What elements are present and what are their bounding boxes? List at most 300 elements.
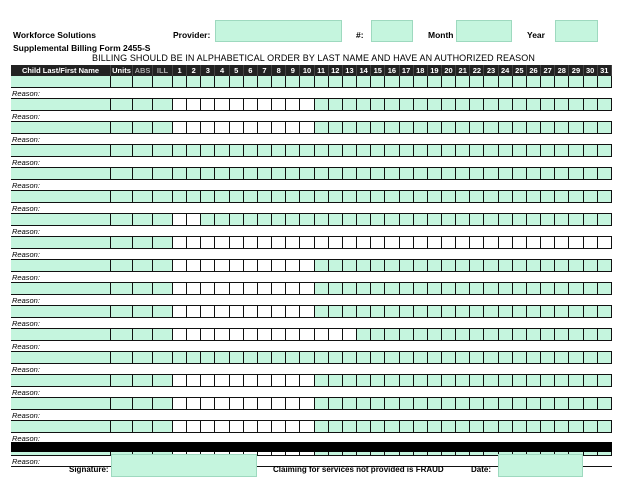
day-cell-28[interactable] bbox=[555, 283, 569, 294]
day-cell-18[interactable] bbox=[414, 421, 428, 432]
day-cell-21[interactable] bbox=[456, 191, 470, 202]
day-cell-3[interactable] bbox=[201, 375, 215, 386]
reason-row[interactable]: Reason: bbox=[11, 456, 612, 468]
day-cell-25[interactable] bbox=[513, 214, 527, 225]
day-cell-22[interactable] bbox=[470, 214, 484, 225]
reason-row[interactable]: Reason: bbox=[11, 203, 612, 215]
day-cell-7[interactable] bbox=[258, 99, 272, 110]
day-cell-26[interactable] bbox=[527, 398, 541, 409]
day-cell-27[interactable] bbox=[541, 283, 555, 294]
day-cell-4[interactable] bbox=[215, 329, 229, 340]
day-cell-20[interactable] bbox=[442, 191, 456, 202]
day-cell-2[interactable] bbox=[187, 398, 201, 409]
day-cell-29[interactable] bbox=[569, 76, 583, 87]
day-cell-2[interactable] bbox=[187, 168, 201, 179]
day-cell-21[interactable] bbox=[456, 283, 470, 294]
day-cell-26[interactable] bbox=[527, 306, 541, 317]
day-cell-23[interactable] bbox=[484, 329, 498, 340]
day-cell-7[interactable] bbox=[258, 306, 272, 317]
day-cell-25[interactable] bbox=[513, 237, 527, 248]
reason-row[interactable]: Reason: bbox=[11, 88, 612, 100]
day-cell-1[interactable] bbox=[173, 352, 187, 363]
day-cell-19[interactable] bbox=[428, 352, 442, 363]
day-cell-13[interactable] bbox=[343, 329, 357, 340]
day-cell-29[interactable] bbox=[569, 168, 583, 179]
day-cell-30[interactable] bbox=[584, 122, 598, 133]
day-cell-26[interactable] bbox=[527, 168, 541, 179]
day-cell-11[interactable] bbox=[315, 260, 329, 271]
day-cell-7[interactable] bbox=[258, 421, 272, 432]
day-cell-4[interactable] bbox=[215, 122, 229, 133]
day-cell-17[interactable] bbox=[400, 99, 414, 110]
reason-row[interactable]: Reason: bbox=[11, 111, 612, 123]
day-cell-29[interactable] bbox=[569, 352, 583, 363]
day-cell-31[interactable] bbox=[598, 421, 612, 432]
day-cell-15[interactable] bbox=[371, 398, 385, 409]
day-cell-25[interactable] bbox=[513, 398, 527, 409]
day-cell-29[interactable] bbox=[569, 283, 583, 294]
day-cell-2[interactable] bbox=[187, 352, 201, 363]
day-cell-26[interactable] bbox=[527, 191, 541, 202]
day-cell-7[interactable] bbox=[258, 214, 272, 225]
day-cell-14[interactable] bbox=[357, 214, 371, 225]
ill-cell[interactable] bbox=[153, 191, 173, 202]
units-cell[interactable] bbox=[111, 237, 133, 248]
day-cell-20[interactable] bbox=[442, 214, 456, 225]
day-cell-3[interactable] bbox=[201, 421, 215, 432]
day-cell-7[interactable] bbox=[258, 122, 272, 133]
day-cell-4[interactable] bbox=[215, 352, 229, 363]
day-cell-10[interactable] bbox=[300, 122, 314, 133]
day-cell-19[interactable] bbox=[428, 329, 442, 340]
day-cell-11[interactable] bbox=[315, 168, 329, 179]
day-cell-29[interactable] bbox=[569, 122, 583, 133]
day-cell-3[interactable] bbox=[201, 398, 215, 409]
day-cell-24[interactable] bbox=[499, 214, 513, 225]
day-cell-28[interactable] bbox=[555, 398, 569, 409]
month-input[interactable] bbox=[456, 20, 512, 42]
day-cell-13[interactable] bbox=[343, 191, 357, 202]
day-cell-24[interactable] bbox=[499, 145, 513, 156]
day-cell-28[interactable] bbox=[555, 237, 569, 248]
units-cell[interactable] bbox=[111, 398, 133, 409]
child-name-cell[interactable] bbox=[11, 398, 111, 409]
abs-cell[interactable] bbox=[133, 329, 153, 340]
day-cell-19[interactable] bbox=[428, 122, 442, 133]
day-cell-5[interactable] bbox=[230, 352, 244, 363]
abs-cell[interactable] bbox=[133, 191, 153, 202]
day-cell-6[interactable] bbox=[244, 398, 258, 409]
day-cell-10[interactable] bbox=[300, 214, 314, 225]
day-cell-26[interactable] bbox=[527, 76, 541, 87]
day-cell-10[interactable] bbox=[300, 191, 314, 202]
day-cell-13[interactable] bbox=[343, 398, 357, 409]
day-cell-20[interactable] bbox=[442, 145, 456, 156]
day-cell-21[interactable] bbox=[456, 260, 470, 271]
day-cell-23[interactable] bbox=[484, 99, 498, 110]
day-cell-19[interactable] bbox=[428, 260, 442, 271]
day-cell-27[interactable] bbox=[541, 99, 555, 110]
day-cell-5[interactable] bbox=[230, 99, 244, 110]
day-cell-4[interactable] bbox=[215, 237, 229, 248]
reason-row[interactable]: Reason: bbox=[11, 433, 612, 445]
day-cell-24[interactable] bbox=[499, 398, 513, 409]
day-cell-7[interactable] bbox=[258, 237, 272, 248]
day-cell-18[interactable] bbox=[414, 260, 428, 271]
day-cell-3[interactable] bbox=[201, 329, 215, 340]
day-cell-2[interactable] bbox=[187, 122, 201, 133]
day-cell-14[interactable] bbox=[357, 168, 371, 179]
day-cell-27[interactable] bbox=[541, 76, 555, 87]
day-cell-5[interactable] bbox=[230, 237, 244, 248]
day-cell-13[interactable] bbox=[343, 260, 357, 271]
day-cell-1[interactable] bbox=[173, 306, 187, 317]
day-cell-20[interactable] bbox=[442, 375, 456, 386]
units-cell[interactable] bbox=[111, 99, 133, 110]
day-cell-16[interactable] bbox=[385, 99, 399, 110]
day-cell-10[interactable] bbox=[300, 398, 314, 409]
day-cell-15[interactable] bbox=[371, 306, 385, 317]
day-cell-21[interactable] bbox=[456, 76, 470, 87]
day-cell-26[interactable] bbox=[527, 237, 541, 248]
day-cell-1[interactable] bbox=[173, 375, 187, 386]
day-cell-7[interactable] bbox=[258, 76, 272, 87]
day-cell-25[interactable] bbox=[513, 122, 527, 133]
day-cell-12[interactable] bbox=[329, 329, 343, 340]
day-cell-10[interactable] bbox=[300, 76, 314, 87]
day-cell-18[interactable] bbox=[414, 99, 428, 110]
day-cell-31[interactable] bbox=[598, 375, 612, 386]
day-cell-12[interactable] bbox=[329, 306, 343, 317]
day-cell-27[interactable] bbox=[541, 306, 555, 317]
day-cell-13[interactable] bbox=[343, 145, 357, 156]
day-cell-12[interactable] bbox=[329, 421, 343, 432]
day-cell-23[interactable] bbox=[484, 76, 498, 87]
day-cell-9[interactable] bbox=[286, 375, 300, 386]
day-cell-22[interactable] bbox=[470, 122, 484, 133]
day-cell-18[interactable] bbox=[414, 76, 428, 87]
day-cell-8[interactable] bbox=[272, 260, 286, 271]
day-cell-4[interactable] bbox=[215, 168, 229, 179]
day-cell-11[interactable] bbox=[315, 99, 329, 110]
abs-cell[interactable] bbox=[133, 306, 153, 317]
day-cell-4[interactable] bbox=[215, 99, 229, 110]
day-cell-9[interactable] bbox=[286, 352, 300, 363]
day-cell-30[interactable] bbox=[584, 214, 598, 225]
abs-cell[interactable] bbox=[133, 145, 153, 156]
child-name-cell[interactable] bbox=[11, 122, 111, 133]
day-cell-3[interactable] bbox=[201, 122, 215, 133]
day-cell-27[interactable] bbox=[541, 398, 555, 409]
day-cell-30[interactable] bbox=[584, 398, 598, 409]
ill-cell[interactable] bbox=[153, 283, 173, 294]
day-cell-14[interactable] bbox=[357, 237, 371, 248]
day-cell-28[interactable] bbox=[555, 99, 569, 110]
day-cell-3[interactable] bbox=[201, 237, 215, 248]
day-cell-21[interactable] bbox=[456, 145, 470, 156]
day-cell-20[interactable] bbox=[442, 398, 456, 409]
day-cell-20[interactable] bbox=[442, 306, 456, 317]
day-cell-19[interactable] bbox=[428, 237, 442, 248]
day-cell-7[interactable] bbox=[258, 329, 272, 340]
day-cell-31[interactable] bbox=[598, 76, 612, 87]
day-cell-6[interactable] bbox=[244, 329, 258, 340]
day-cell-6[interactable] bbox=[244, 352, 258, 363]
day-cell-5[interactable] bbox=[230, 260, 244, 271]
child-name-cell[interactable] bbox=[11, 191, 111, 202]
day-cell-4[interactable] bbox=[215, 145, 229, 156]
day-cell-23[interactable] bbox=[484, 352, 498, 363]
day-cell-17[interactable] bbox=[400, 306, 414, 317]
day-cell-6[interactable] bbox=[244, 260, 258, 271]
day-cell-11[interactable] bbox=[315, 145, 329, 156]
day-cell-9[interactable] bbox=[286, 329, 300, 340]
day-cell-7[interactable] bbox=[258, 352, 272, 363]
day-cell-9[interactable] bbox=[286, 122, 300, 133]
day-cell-4[interactable] bbox=[215, 260, 229, 271]
day-cell-6[interactable] bbox=[244, 122, 258, 133]
day-cell-11[interactable] bbox=[315, 398, 329, 409]
day-cell-20[interactable] bbox=[442, 122, 456, 133]
day-cell-31[interactable] bbox=[598, 99, 612, 110]
day-cell-10[interactable] bbox=[300, 145, 314, 156]
day-cell-2[interactable] bbox=[187, 99, 201, 110]
day-cell-16[interactable] bbox=[385, 122, 399, 133]
day-cell-16[interactable] bbox=[385, 76, 399, 87]
day-cell-8[interactable] bbox=[272, 237, 286, 248]
day-cell-12[interactable] bbox=[329, 122, 343, 133]
day-cell-6[interactable] bbox=[244, 375, 258, 386]
day-cell-14[interactable] bbox=[357, 191, 371, 202]
day-cell-31[interactable] bbox=[598, 306, 612, 317]
child-name-cell[interactable] bbox=[11, 145, 111, 156]
day-cell-15[interactable] bbox=[371, 375, 385, 386]
day-cell-4[interactable] bbox=[215, 375, 229, 386]
day-cell-20[interactable] bbox=[442, 237, 456, 248]
day-cell-21[interactable] bbox=[456, 237, 470, 248]
day-cell-19[interactable] bbox=[428, 99, 442, 110]
day-cell-9[interactable] bbox=[286, 283, 300, 294]
day-cell-29[interactable] bbox=[569, 375, 583, 386]
day-cell-13[interactable] bbox=[343, 76, 357, 87]
day-cell-16[interactable] bbox=[385, 421, 399, 432]
day-cell-28[interactable] bbox=[555, 191, 569, 202]
reason-row[interactable]: Reason: bbox=[11, 410, 612, 422]
day-cell-24[interactable] bbox=[499, 283, 513, 294]
day-cell-20[interactable] bbox=[442, 352, 456, 363]
day-cell-19[interactable] bbox=[428, 214, 442, 225]
day-cell-3[interactable] bbox=[201, 99, 215, 110]
day-cell-28[interactable] bbox=[555, 214, 569, 225]
day-cell-20[interactable] bbox=[442, 76, 456, 87]
day-cell-26[interactable] bbox=[527, 329, 541, 340]
day-cell-10[interactable] bbox=[300, 375, 314, 386]
day-cell-16[interactable] bbox=[385, 145, 399, 156]
day-cell-28[interactable] bbox=[555, 76, 569, 87]
child-name-cell[interactable] bbox=[11, 214, 111, 225]
units-cell[interactable] bbox=[111, 191, 133, 202]
ill-cell[interactable] bbox=[153, 306, 173, 317]
day-cell-16[interactable] bbox=[385, 283, 399, 294]
day-cell-23[interactable] bbox=[484, 421, 498, 432]
ill-cell[interactable] bbox=[153, 145, 173, 156]
day-cell-15[interactable] bbox=[371, 145, 385, 156]
day-cell-13[interactable] bbox=[343, 375, 357, 386]
day-cell-30[interactable] bbox=[584, 99, 598, 110]
day-cell-2[interactable] bbox=[187, 306, 201, 317]
abs-cell[interactable] bbox=[133, 76, 153, 87]
day-cell-18[interactable] bbox=[414, 168, 428, 179]
day-cell-25[interactable] bbox=[513, 168, 527, 179]
day-cell-22[interactable] bbox=[470, 421, 484, 432]
day-cell-5[interactable] bbox=[230, 329, 244, 340]
day-cell-18[interactable] bbox=[414, 214, 428, 225]
day-cell-8[interactable] bbox=[272, 76, 286, 87]
day-cell-31[interactable] bbox=[598, 283, 612, 294]
day-cell-11[interactable] bbox=[315, 329, 329, 340]
day-cell-12[interactable] bbox=[329, 168, 343, 179]
day-cell-9[interactable] bbox=[286, 306, 300, 317]
day-cell-17[interactable] bbox=[400, 398, 414, 409]
day-cell-11[interactable] bbox=[315, 352, 329, 363]
day-cell-31[interactable] bbox=[598, 398, 612, 409]
day-cell-23[interactable] bbox=[484, 306, 498, 317]
day-cell-25[interactable] bbox=[513, 145, 527, 156]
day-cell-26[interactable] bbox=[527, 352, 541, 363]
day-cell-8[interactable] bbox=[272, 352, 286, 363]
day-cell-18[interactable] bbox=[414, 283, 428, 294]
day-cell-15[interactable] bbox=[371, 352, 385, 363]
day-cell-11[interactable] bbox=[315, 306, 329, 317]
day-cell-1[interactable] bbox=[173, 122, 187, 133]
day-cell-1[interactable] bbox=[173, 168, 187, 179]
day-cell-26[interactable] bbox=[527, 214, 541, 225]
day-cell-18[interactable] bbox=[414, 306, 428, 317]
day-cell-14[interactable] bbox=[357, 306, 371, 317]
day-cell-6[interactable] bbox=[244, 214, 258, 225]
day-cell-14[interactable] bbox=[357, 76, 371, 87]
day-cell-7[interactable] bbox=[258, 375, 272, 386]
day-cell-15[interactable] bbox=[371, 99, 385, 110]
abs-cell[interactable] bbox=[133, 260, 153, 271]
day-cell-15[interactable] bbox=[371, 283, 385, 294]
day-cell-13[interactable] bbox=[343, 214, 357, 225]
reason-row[interactable]: Reason: bbox=[11, 134, 612, 146]
day-cell-21[interactable] bbox=[456, 398, 470, 409]
day-cell-20[interactable] bbox=[442, 329, 456, 340]
day-cell-3[interactable] bbox=[201, 214, 215, 225]
day-cell-29[interactable] bbox=[569, 421, 583, 432]
day-cell-3[interactable] bbox=[201, 306, 215, 317]
day-cell-9[interactable] bbox=[286, 99, 300, 110]
day-cell-31[interactable] bbox=[598, 191, 612, 202]
day-cell-7[interactable] bbox=[258, 145, 272, 156]
ill-cell[interactable] bbox=[153, 352, 173, 363]
day-cell-25[interactable] bbox=[513, 191, 527, 202]
day-cell-15[interactable] bbox=[371, 421, 385, 432]
child-name-cell[interactable] bbox=[11, 329, 111, 340]
day-cell-15[interactable] bbox=[371, 168, 385, 179]
child-name-cell[interactable] bbox=[11, 352, 111, 363]
day-cell-22[interactable] bbox=[470, 375, 484, 386]
day-cell-6[interactable] bbox=[244, 76, 258, 87]
ill-cell[interactable] bbox=[153, 214, 173, 225]
day-cell-19[interactable] bbox=[428, 168, 442, 179]
day-cell-22[interactable] bbox=[470, 76, 484, 87]
child-name-cell[interactable] bbox=[11, 375, 111, 386]
day-cell-17[interactable] bbox=[400, 352, 414, 363]
day-cell-8[interactable] bbox=[272, 145, 286, 156]
day-cell-28[interactable] bbox=[555, 260, 569, 271]
units-cell[interactable] bbox=[111, 260, 133, 271]
day-cell-14[interactable] bbox=[357, 398, 371, 409]
day-cell-5[interactable] bbox=[230, 283, 244, 294]
child-name-cell[interactable] bbox=[11, 260, 111, 271]
ill-cell[interactable] bbox=[153, 237, 173, 248]
day-cell-10[interactable] bbox=[300, 306, 314, 317]
day-cell-11[interactable] bbox=[315, 191, 329, 202]
day-cell-4[interactable] bbox=[215, 398, 229, 409]
ill-cell[interactable] bbox=[153, 99, 173, 110]
units-cell[interactable] bbox=[111, 306, 133, 317]
units-cell[interactable] bbox=[111, 329, 133, 340]
day-cell-2[interactable] bbox=[187, 145, 201, 156]
day-cell-11[interactable] bbox=[315, 237, 329, 248]
day-cell-17[interactable] bbox=[400, 214, 414, 225]
day-cell-27[interactable] bbox=[541, 191, 555, 202]
units-cell[interactable] bbox=[111, 214, 133, 225]
day-cell-12[interactable] bbox=[329, 214, 343, 225]
day-cell-3[interactable] bbox=[201, 168, 215, 179]
day-cell-17[interactable] bbox=[400, 375, 414, 386]
day-cell-5[interactable] bbox=[230, 168, 244, 179]
day-cell-12[interactable] bbox=[329, 76, 343, 87]
day-cell-12[interactable] bbox=[329, 375, 343, 386]
day-cell-16[interactable] bbox=[385, 191, 399, 202]
day-cell-4[interactable] bbox=[215, 191, 229, 202]
ill-cell[interactable] bbox=[153, 260, 173, 271]
day-cell-1[interactable] bbox=[173, 283, 187, 294]
day-cell-1[interactable] bbox=[173, 329, 187, 340]
day-cell-10[interactable] bbox=[300, 329, 314, 340]
day-cell-27[interactable] bbox=[541, 260, 555, 271]
day-cell-6[interactable] bbox=[244, 168, 258, 179]
day-cell-13[interactable] bbox=[343, 168, 357, 179]
ill-cell[interactable] bbox=[153, 122, 173, 133]
day-cell-27[interactable] bbox=[541, 145, 555, 156]
day-cell-20[interactable] bbox=[442, 421, 456, 432]
day-cell-26[interactable] bbox=[527, 283, 541, 294]
signature-input[interactable] bbox=[111, 454, 257, 477]
day-cell-19[interactable] bbox=[428, 306, 442, 317]
reason-row[interactable]: Reason: bbox=[11, 318, 612, 330]
day-cell-22[interactable] bbox=[470, 329, 484, 340]
day-cell-18[interactable] bbox=[414, 145, 428, 156]
day-cell-16[interactable] bbox=[385, 306, 399, 317]
units-cell[interactable] bbox=[111, 122, 133, 133]
day-cell-1[interactable] bbox=[173, 421, 187, 432]
units-cell[interactable] bbox=[111, 283, 133, 294]
day-cell-2[interactable] bbox=[187, 421, 201, 432]
day-cell-12[interactable] bbox=[329, 352, 343, 363]
day-cell-14[interactable] bbox=[357, 260, 371, 271]
day-cell-26[interactable] bbox=[527, 99, 541, 110]
day-cell-23[interactable] bbox=[484, 214, 498, 225]
day-cell-8[interactable] bbox=[272, 398, 286, 409]
units-cell[interactable] bbox=[111, 352, 133, 363]
day-cell-4[interactable] bbox=[215, 283, 229, 294]
day-cell-11[interactable] bbox=[315, 214, 329, 225]
